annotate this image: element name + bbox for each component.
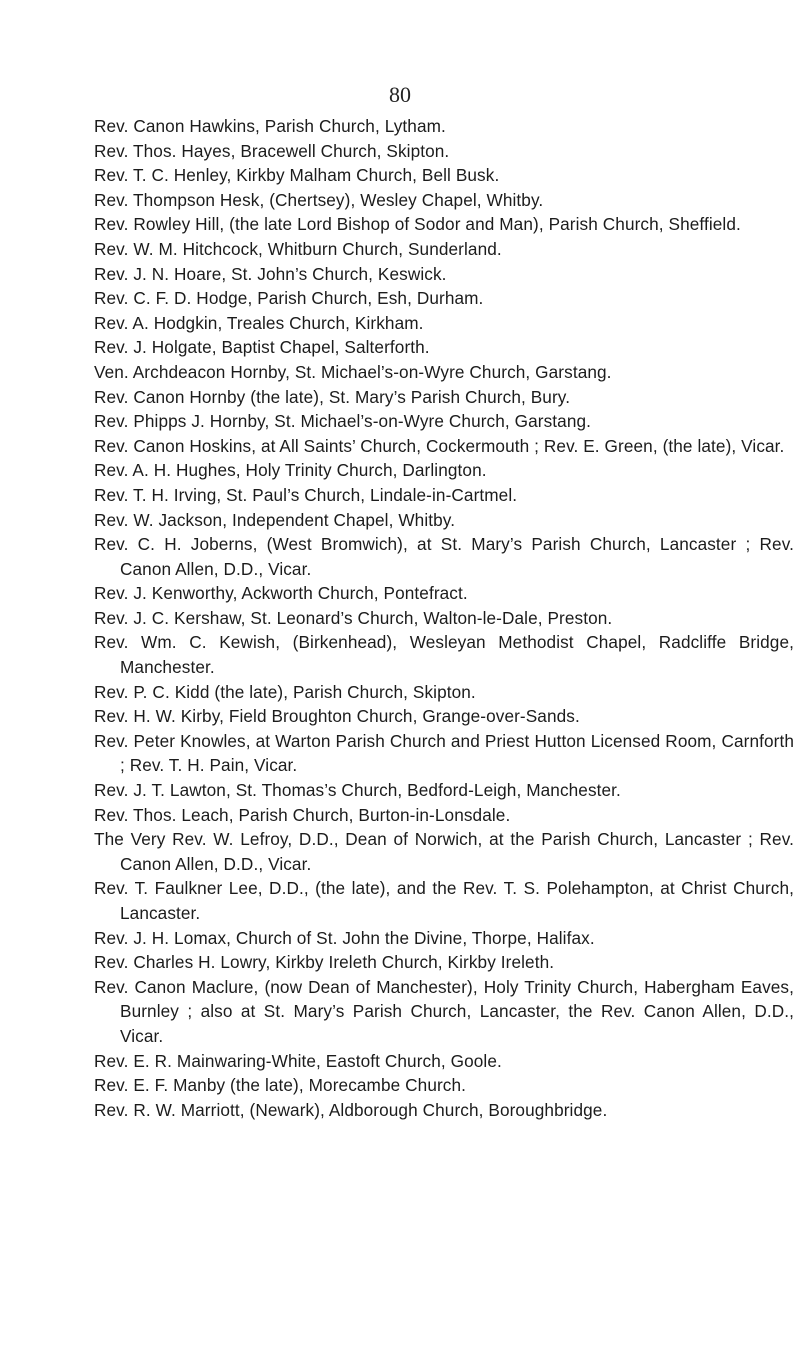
list-entry: Rev. J. Holgate, Baptist Chapel, Salterforth. [94, 337, 430, 358]
list-entry: Rev. Canon Hornby (the late), St. Mary’s Parish Church, Bury. [94, 386, 571, 407]
list-entry: Rev. W. M. Hitchcock, Whitburn Church, Sunderland. [94, 238, 502, 259]
list-entry: Rev. W. Jackson, Independent Chapel, Whitby. [94, 509, 456, 530]
list-entry: Rev. Thos. Hayes, Bracewell Church, Skipton. [94, 140, 450, 161]
list-entry: Rev. Canon Hawkins, Parish Church, Lytham. [94, 116, 446, 136]
subscriber-list [94, 114, 794, 1122]
list-entry: Rev. A. Hodgkin, Treales Church, Kirkham. [94, 312, 424, 333]
list-entry: Rev. T. Faulkner Lee, D.D., (the late), and the Rev. T. S. Polehampton, at Christ Church, Lancaster. [94, 878, 794, 923]
list-entry: Rev. T. H. Irving, St. Paul’s Church, Lindale-in-Cartmel. [94, 484, 518, 505]
list-entry: Rev. Rowley Hill, (the late Lord Bishop of Sodor and Man), Parish Church, Sheffield. [94, 214, 741, 235]
list-entry: Rev. Charles H. Lowry, Kirkby Ireleth Church, Kirkby Ireleth. [94, 952, 555, 973]
list-entry: Rev. Peter Knowles, at Warton Parish Church and Priest Hutton Licensed Room, Carnforth ; Rev. T. H. Pain, Vicar. [94, 730, 794, 776]
list-entry: The Very Rev. W. Lefroy, D.D., Dean of Norwich, at the Parish Church, Lancaster ; Rev. Canon Allen, D.D., Vicar. [94, 829, 794, 874]
list-entry: Rev. P. C. Kidd (the late), Parish Church, Skipton. [94, 681, 476, 702]
list-entry: Rev. R. W. Marriott, (Newark), Aldborough Church, Boroughbridge. [94, 1099, 608, 1120]
list-entry: Rev. J. N. Hoare, St. John’s Church, Keswick. [94, 263, 447, 284]
list-entry: Rev. Canon Maclure, (now Dean of Manchester), Holy Trinity Church, Habergham Eaves, Burnley ; also at St. Mary’s Parish Church, Lancaster, the Rev. Canon Allen, D.D., Vicar. [94, 976, 794, 1046]
list-entry: Rev. J. T. Lawton, St. Thomas’s Church, Bedford-Leigh, Manchester. [94, 780, 621, 801]
list-entry: Rev. J. H. Lomax, Church of St. John the Divine, Thorpe, Halifax. [94, 927, 595, 948]
list-entry: Rev. J. C. Kershaw, St. Leonard’s Church, Walton-le-Dale, Preston. [94, 607, 613, 628]
list-entry: Rev. Phipps J. Hornby, St. Michael’s-on-Wyre Church, Garstang. [94, 411, 592, 432]
list-entry: Rev. E. R. Mainwaring-White, Eastoft Church, Goole. [94, 1050, 502, 1071]
list-entry: Rev. Thompson Hesk, (Chertsey), Wesley Chapel, Whitby. [94, 189, 544, 210]
list-entry: Ven. Archdeacon Hornby, St. Michael’s-on-Wyre Church, Garstang. [94, 361, 612, 382]
list-entry: Rev. Canon Hoskins, at All Saints’ Church, Cockermouth ; Rev. E. Green, (the late), Vicar. [94, 435, 785, 456]
list-entry: Rev. C. F. D. Hodge, Parish Church, Esh, Durham. [94, 288, 484, 309]
list-entry: Rev. C. H. Joberns, (West Bromwich), at St. Mary’s Parish Church, Lancaster ; Rev. Canon Allen, D.D., Vicar. [94, 534, 794, 579]
page-number: 80 [389, 82, 411, 107]
list-entry: Rev. Wm. C. Kewish, (Birkenhead), Wesleyan Methodist Chapel, Radcliffe Bridge, Manchester. [94, 632, 794, 678]
list-entry: Rev. H. W. Kirby, Field Broughton Church, Grange-over-Sands. [94, 706, 580, 727]
list-entry: Rev. E. F. Manby (the late), Morecambe Church. [94, 1075, 467, 1096]
list-entry: Rev. J. Kenworthy, Ackworth Church, Pontefract. [94, 583, 468, 604]
list-entry: Rev. Thos. Leach, Parish Church, Burton-in-Lonsdale. [94, 804, 511, 825]
list-entry: Rev. A. H. Hughes, Holy Trinity Church, Darlington. [94, 460, 487, 481]
list-entry: Rev. T. C. Henley, Kirkby Malham Church, Bell Busk. [94, 165, 500, 186]
